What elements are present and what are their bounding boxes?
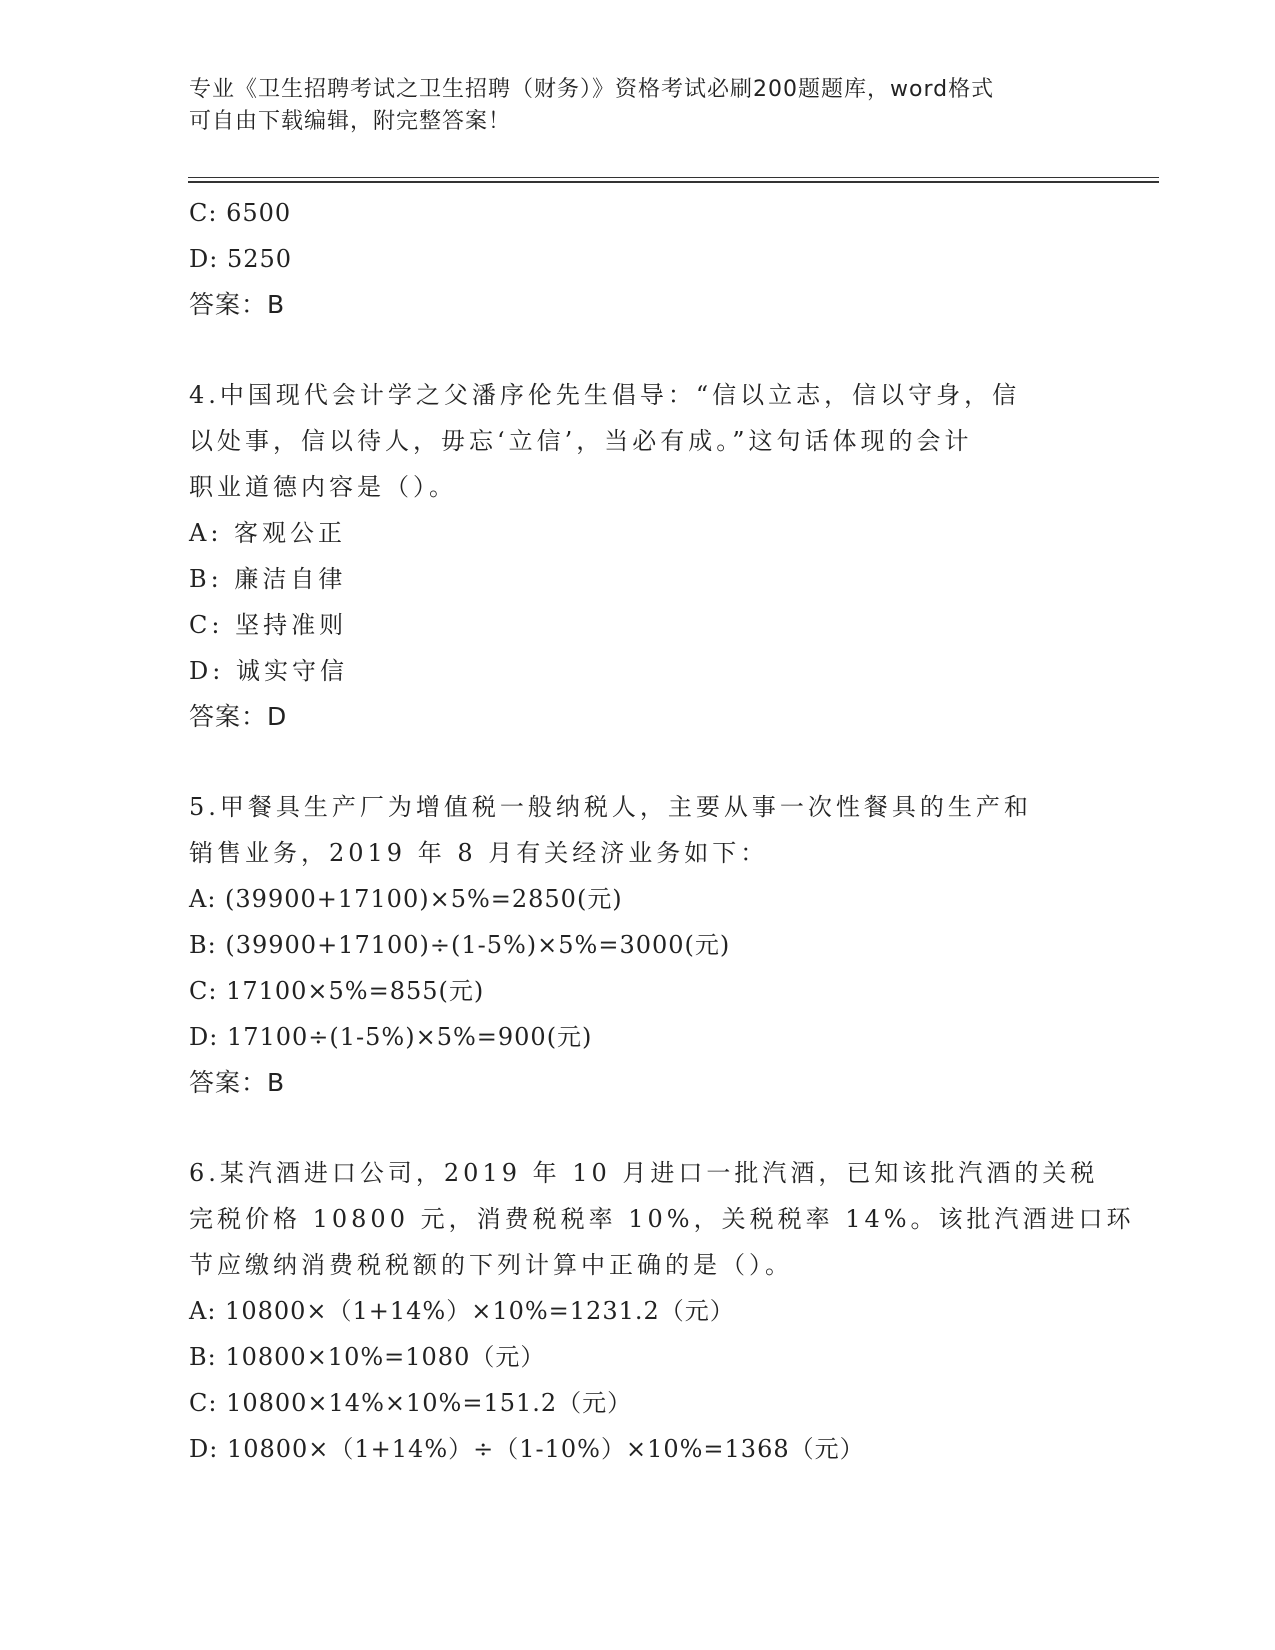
- question-block-5: [189, 784, 1089, 1106]
- question-stem-line: 6.某汽酒进口公司，2019 年 10 月进口一批汽酒，已知该批汽酒的关税: [189, 1159, 1099, 1187]
- option-c: C: 17100×5%=855(元): [189, 977, 485, 1005]
- option-b: B: 廉洁自律: [189, 565, 347, 593]
- question-stem-line: 节应缴纳消费税税额的下列计算中正确的是（）。: [189, 1251, 793, 1279]
- option-b: B: (39900+17100)÷(1-5%)×5%=3000(元): [189, 931, 731, 959]
- option-d: D: 诚实守信: [189, 657, 348, 685]
- option-a: A: (39900+17100)×5%=2850(元): [189, 885, 623, 913]
- document-header: [189, 74, 1089, 138]
- header-divider-thick: [188, 181, 1159, 183]
- question-stem-line: 职业道德内容是（）。: [189, 473, 457, 501]
- header-title-line-1: 专业《卫生招聘考试之卫生招聘（财务）》资格考试必刷200题题库，word格式: [189, 77, 995, 102]
- option-c: C: 10800×14%×10%=151.2（元）: [189, 1389, 633, 1417]
- question-stem-line: 5.甲餐具生产厂为增值税一般纳税人，主要从事一次性餐具的生产和: [189, 793, 1032, 821]
- header-divider-thin: [188, 177, 1159, 178]
- answer-line: 答案：D: [189, 702, 288, 731]
- answer-line: 答案：B: [189, 290, 286, 319]
- option-d: D: 17100÷(1-5%)×5%=900(元): [189, 1023, 593, 1051]
- option-a: A: 客观公正: [189, 519, 347, 547]
- question-block-6: [189, 1150, 1135, 1472]
- question-stem-line: 销售业务，2019 年 8 月有关经济业务如下：: [189, 839, 769, 867]
- question-stem-line: 完税价格 10800 元，消费税税率 10%，关税税率 14%。该批汽酒进口环: [189, 1205, 1135, 1233]
- option-a: A: 10800×（1+14%）×10%=1231.2（元）: [189, 1297, 735, 1325]
- question-block-4: [189, 372, 1089, 740]
- option-d: D: 10800×（1+14%）÷（1-10%）×10%=1368（元）: [189, 1435, 865, 1463]
- option-c: C: 6500: [189, 199, 292, 227]
- answer-line: 答案：B: [189, 1068, 286, 1097]
- question-stem-line: 以处事，信以待人，毋忘‘立信’，当必有成。”这句话体现的会计: [189, 427, 973, 455]
- question-list: [189, 190, 1135, 1472]
- option-b: B: 10800×10%=1080（元）: [189, 1343, 546, 1371]
- question-block-3: [189, 190, 1089, 328]
- question-stem-line: 4.中国现代会计学之父潘序伦先生倡导：“信以立志，信以守身，信: [189, 381, 1021, 409]
- option-c: C: 坚持准则: [189, 611, 348, 639]
- option-d: D: 5250: [189, 245, 293, 273]
- header-title-line-2: 可自由下载编辑，附完整答案！: [189, 109, 512, 134]
